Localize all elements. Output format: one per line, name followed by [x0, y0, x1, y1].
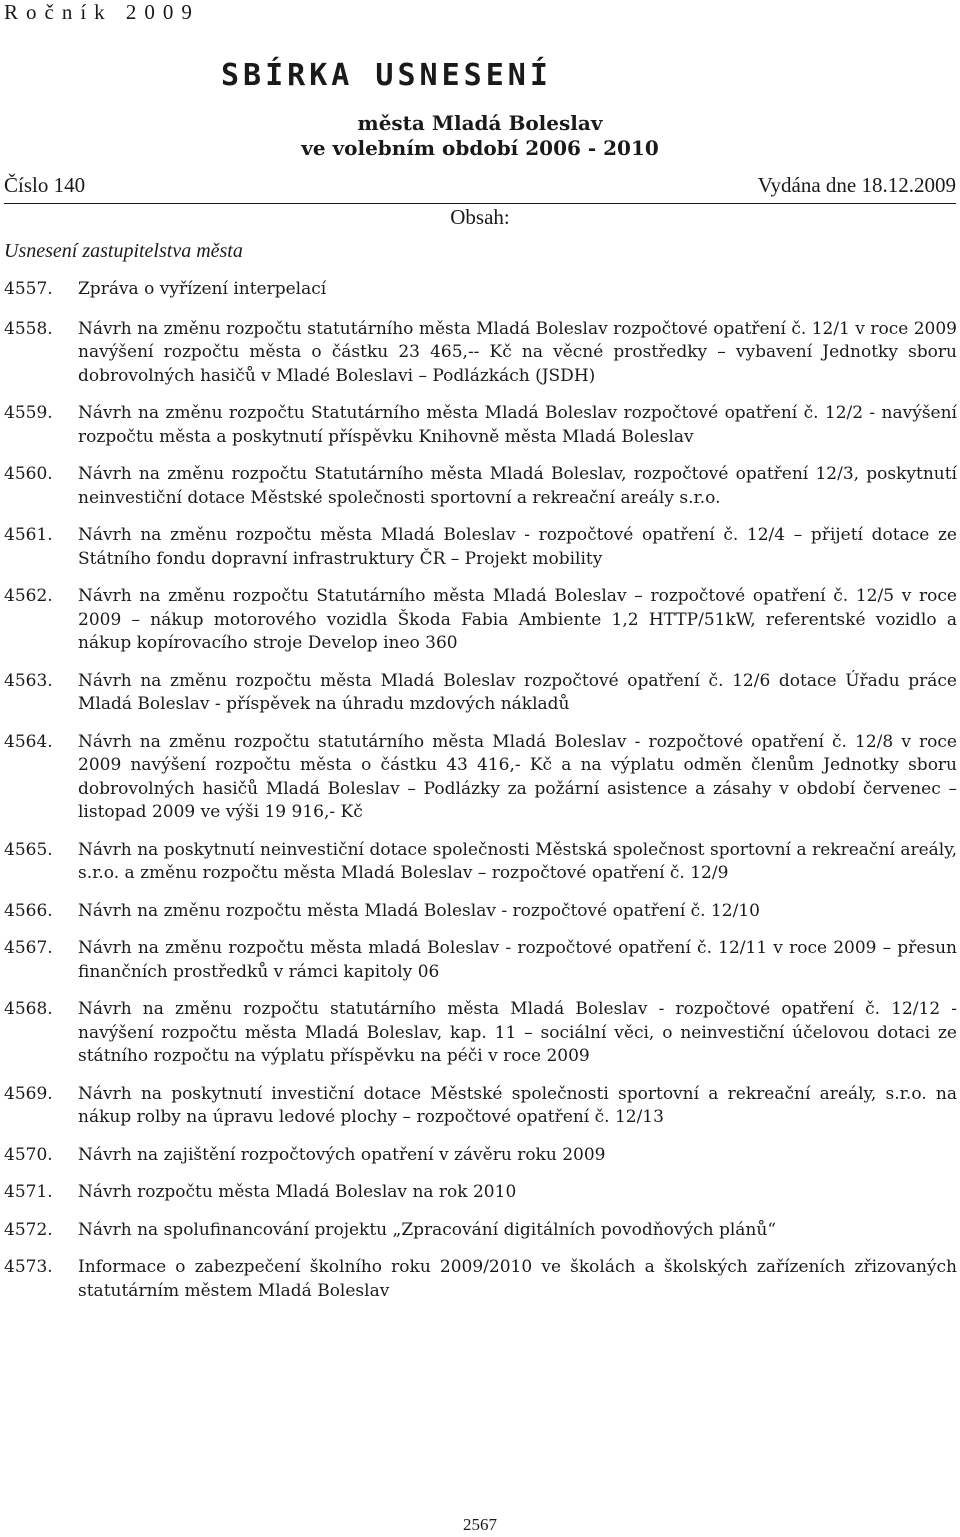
resolution-number: 4560.: [4, 464, 53, 484]
resolution-text: Návrh na změnu rozpočtu města Mladá Boleslav - rozpočtové opatření č. 12/10: [78, 900, 760, 921]
resolution-text: Návrh na změnu rozpočtu města mladá Boleslav - rozpočtové opatření č. 12/11 v roce 2009 – přesun finančních prostředků v rámci kapitoly 06: [78, 938, 957, 982]
resolution-text: Návrh na změnu rozpočtu Statutárního města Mladá Boleslav – rozpočtové opatření č. 12/5 v roce 2009 – nákup motorového vozidla Škoda Fabia Ambiente 1,2 HTTP/51kW, referentské vozidlo a nákup kopírovacího stroje Develop ineo 360: [78, 586, 957, 653]
resolution-number: 4569.: [4, 1083, 53, 1104]
resolution-number: 4567.: [4, 938, 53, 958]
resolution-item: [4, 402, 957, 449]
resolution-text: Návrh na změnu rozpočtu statutárního města Mladá Boleslav rozpočtové opatření č. 12/1 v roce 2009 navýšení rozpočtu města o částku 23 465,-- Kč na věcné prostředky – vybavení Jednotky sboru dobrovolných hasičů v Mladé Boleslavi – Podlázkách (JSDH): [78, 318, 957, 386]
resolution-text: Návrh rozpočtu města Mladá Boleslav na rok 2010: [78, 1182, 517, 1202]
resolution-item: [4, 1083, 957, 1130]
resolution-text: Návrh na spolufinancování projektu „Zpracování digitálních povodňových plánů“: [78, 1219, 777, 1240]
issue-date: Vydána dne 18.12.2009: [757, 173, 956, 197]
resolution-number: 4572.: [4, 1219, 53, 1240]
resolution-number: 4573.: [4, 1257, 53, 1277]
resolution-text: Návrh na změnu rozpočtu města Mladá Boleslav rozpočtové opatření č. 12/6 dotace Úřadu práce Mladá Boleslav - příspěvek na úhradu mzdových nákladů: [78, 670, 957, 714]
resolution-item: [4, 463, 957, 510]
issue-info-row: [4, 173, 956, 204]
section-title: Usnesení zastupitelstva města: [4, 240, 243, 262]
issue-number: Číslo 140: [4, 173, 86, 197]
resolution-text: Návrh na změnu rozpočtu statutárního města Mladá Boleslav - rozpočtové opatření č. 12/12 - navýšení rozpočtu města Mladá Boleslav, kap. 11 – sociální věci, o neinvestiční účelovou dotaci ze státního rozpočtu na výplatu příspěvku na péči v roce 2009: [78, 999, 957, 1066]
resolution-item: [4, 998, 957, 1069]
resolution-number: 4563.: [4, 670, 53, 691]
resolution-text: Návrh na změnu rozpočtu města Mladá Boleslav - rozpočtové opatření č. 12/4 – přijetí dotace ze Státního fondu dopravní infrastruktury ČR – Projekt mobility: [78, 525, 957, 569]
resolution-item: [4, 937, 957, 984]
resolution-number: 4562.: [4, 586, 53, 606]
resolution-text: Návrh na poskytnutí investiční dotace Městské společnosti sportovní a rekreační areály, s.r.o. na nákup rolby na úpravu ledové plochy – rozpočtové opatření č. 12/13: [78, 1083, 957, 1127]
resolution-text: Informace o zabezpečení školního roku 2009/2010 ve školách a školských zařízeních zřizovaných statutárním městem Mladá Boleslav: [78, 1257, 957, 1301]
resolution-number: 4559.: [4, 403, 53, 423]
resolution-item: [4, 585, 957, 656]
resolution-number: 4561.: [4, 525, 53, 545]
resolution-item: [4, 278, 957, 302]
resolution-text: Návrh na změnu rozpočtu Statutárního města Mladá Boleslav rozpočtové opatření č. 12/2 - navýšení rozpočtu města a poskytnutí příspěvku Knihovně města Mladá Boleslav: [78, 403, 957, 447]
resolution-text: Návrh na změnu rozpočtu statutárního města Mladá Boleslav - rozpočtové opatření č. 12/8 v roce 2009 navýšení rozpočtu města o částku 43 416,- Kč a na výplatu odměn členům Jednotky sboru dobrovolných hasičů Mladá Boleslav – Podlázky za požární asistence a zásahy v období červenec – listopad 2009 ve výši 19 916,- Kč: [78, 731, 957, 822]
resolution-item: [4, 900, 957, 924]
resolution-item: [4, 524, 957, 571]
resolution-item: [4, 318, 957, 389]
resolution-item: [4, 670, 957, 717]
resolution-number: 4570.: [4, 1144, 53, 1165]
resolution-number: 4557.: [4, 279, 53, 299]
contents-heading: Obsah:: [450, 205, 510, 229]
resolution-number: 4568.: [4, 999, 53, 1019]
resolution-text: Zpráva o vyřízení interpelací: [78, 279, 327, 299]
resolution-number: 4564.: [4, 731, 53, 752]
resolution-text: Návrh na zajištění rozpočtových opatření v závěru roku 2009: [78, 1144, 606, 1165]
document-title: SBÍRKA USNESENÍ: [221, 58, 552, 93]
resolution-item: [4, 731, 957, 825]
volume-year: Ročník 2009: [4, 0, 200, 24]
resolution-item: [4, 1144, 957, 1168]
subtitle-city: města Mladá Boleslav: [357, 111, 603, 135]
resolution-item: [4, 839, 957, 886]
page-number: 2567: [463, 1515, 497, 1534]
resolution-number: 4571.: [4, 1182, 53, 1202]
resolution-number: 4558.: [4, 318, 53, 339]
resolution-item: [4, 1256, 957, 1303]
resolution-item: [4, 1181, 957, 1205]
resolution-number: 4566.: [4, 900, 53, 921]
resolution-number: 4565.: [4, 839, 53, 860]
resolution-text: Návrh na změnu rozpočtu Statutárního města Mladá Boleslav, rozpočtové opatření 12/3, poskytnutí neinvestiční dotace Městské společnosti sportovní a rekreační areály s.r.o.: [78, 464, 957, 508]
resolution-item: [4, 1219, 957, 1243]
resolution-text: Návrh na poskytnutí neinvestiční dotace společnosti Městská společnost sportovní a rekreační areály, s.r.o. a změnu rozpočtu města Mladá Boleslav – rozpočtové opatření č. 12/9: [78, 839, 957, 883]
subtitle-term: ve volebním období 2006 - 2010: [301, 136, 659, 160]
resolution-list: [4, 278, 957, 1317]
